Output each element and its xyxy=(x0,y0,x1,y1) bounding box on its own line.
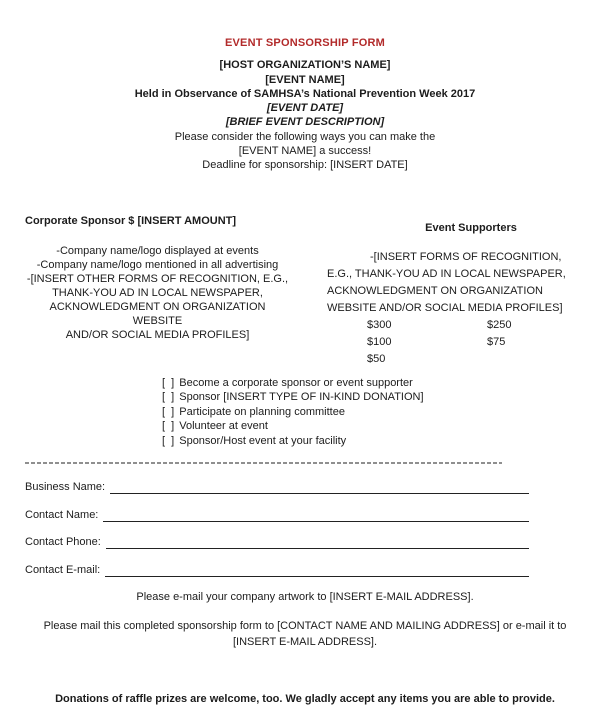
raffle-note: Donations of raffle prizes are welcome, too. We gladly accept any items you are able to provide. xyxy=(55,692,555,705)
checklist-item-in-kind-donation[interactable] xyxy=(162,390,610,405)
business-name-label: Business Name: xyxy=(25,481,106,494)
dashed-divider xyxy=(25,462,502,464)
corporate-sponsor-column xyxy=(25,214,290,368)
corporate-sponsor-benefits xyxy=(25,244,290,342)
checkbox-icon[interactable]: [ ] xyxy=(162,391,175,404)
checkbox-icon[interactable]: [ ] xyxy=(162,434,175,447)
benefit-line: -[INSERT OTHER FORMS OF RECOGNITION, E.G., xyxy=(26,272,289,285)
observance-line: Held in Observance of SAMHSA’s National Prevention Week 2017 xyxy=(134,87,476,100)
checklist-item-label: Sponsor [INSERT TYPE OF IN-KIND DONATION] xyxy=(179,391,424,404)
supporter-recognition-text: -[INSERT FORMS OF RECOGNITION, E.G., THANK-YOU AD IN LOCAL NEWSPAPER, ACKNOWLEDGMENT ON ORGANIZATION WEBSITE AND/OR SOCIAL MEDIA PROFILES] xyxy=(327,250,566,314)
event-supporters-column xyxy=(327,214,585,368)
corporate-sponsor-heading: Corporate Sponsor $ [INSERT AMOUNT] xyxy=(25,214,237,227)
sponsorship-form-page xyxy=(0,36,610,720)
form-header xyxy=(0,36,610,173)
amount-value: $100 xyxy=(367,335,392,348)
contact-email-input[interactable] xyxy=(105,565,529,577)
event-name-line: [EVENT NAME] xyxy=(265,73,345,86)
event-date-line: [EVENT DATE] xyxy=(266,102,344,115)
contact-phone-row xyxy=(25,535,529,549)
artwork-instruction: Please e-mail your company artwork to [INSERT E-MAIL ADDRESS]. xyxy=(136,591,474,604)
checklist-item-label: Become a corporate sponsor or event supporter xyxy=(179,376,413,389)
contact-fields xyxy=(25,480,529,577)
checklist-item-label: Sponsor/Host event at your facility xyxy=(179,434,347,447)
participation-checklist xyxy=(162,376,610,449)
amount-row xyxy=(367,317,585,334)
supporter-amounts xyxy=(367,317,585,368)
amount-value: $250 xyxy=(487,318,512,331)
deadline-line: Deadline for sponsorship: [INSERT DATE] xyxy=(202,159,408,172)
host-organization-line: [HOST ORGANIZATION’S NAME] xyxy=(219,59,391,72)
benefit-line: -Company name/logo displayed at events xyxy=(56,244,259,257)
intro-line-1: Please consider the following ways you can make the xyxy=(174,130,436,143)
page-title: EVENT SPONSORSHIP FORM xyxy=(224,37,386,49)
contact-phone-input[interactable] xyxy=(106,537,529,549)
amount-row xyxy=(367,334,585,351)
checklist-item-volunteer[interactable] xyxy=(162,419,610,434)
checkbox-icon[interactable]: [ ] xyxy=(162,420,175,433)
benefit-line: THANK-YOU AD IN LOCAL NEWSPAPER, xyxy=(52,286,263,299)
benefit-line: AND/OR SOCIAL MEDIA PROFILES] xyxy=(65,328,250,341)
sponsor-supporter-columns xyxy=(0,214,610,368)
benefit-line: -Company name/logo mentioned in all advertising xyxy=(36,258,279,271)
intro-line-2: [EVENT NAME] a success! xyxy=(238,145,372,158)
business-name-row xyxy=(25,480,529,494)
contact-phone-label: Contact Phone: xyxy=(25,536,101,549)
checklist-item-planning-committee[interactable] xyxy=(162,405,610,420)
business-name-input[interactable] xyxy=(110,482,529,494)
mailing-instruction: Please mail this completed sponsorship form to [CONTACT NAME AND MAILING ADDRESS] or e-mail it to [INSERT E-MAIL ADDRESS]. xyxy=(43,619,567,649)
checklist-item-host-facility[interactable] xyxy=(162,434,610,449)
checklist-item-label: Participate on planning committee xyxy=(179,405,345,418)
event-description-line: [BRIEF EVENT DESCRIPTION] xyxy=(225,116,385,129)
amount-value: $300 xyxy=(367,318,392,331)
amount-value: $50 xyxy=(367,352,386,365)
contact-name-input[interactable] xyxy=(103,510,529,522)
amount-value: $75 xyxy=(487,335,506,348)
benefit-line: ACKNOWLEDGMENT ON ORGANIZATION WEBSITE xyxy=(49,300,266,327)
checkbox-icon[interactable]: [ ] xyxy=(162,405,175,418)
amount-row xyxy=(367,351,585,368)
event-supporters-heading: Event Supporters xyxy=(425,221,517,234)
checklist-item-corporate-sponsor[interactable] xyxy=(162,376,610,391)
contact-email-label: Contact E-mail: xyxy=(25,563,101,576)
checklist-item-label: Volunteer at event xyxy=(179,420,268,433)
contact-name-row xyxy=(25,508,529,522)
checkbox-icon[interactable]: [ ] xyxy=(162,376,175,389)
contact-name-label: Contact Name: xyxy=(25,508,99,521)
contact-email-row xyxy=(25,563,529,577)
